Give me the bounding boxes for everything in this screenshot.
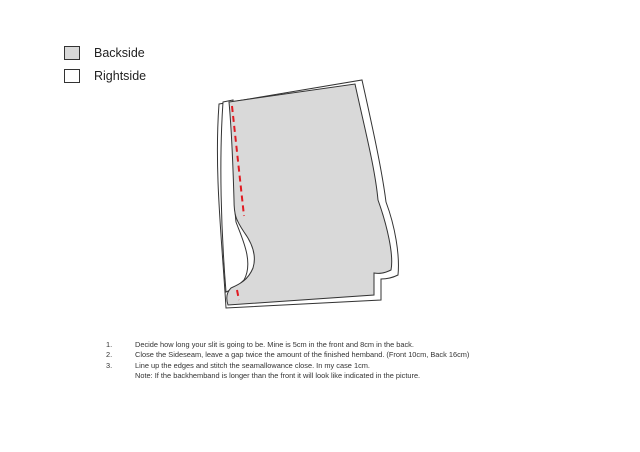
step-number: 3. [106,360,113,370]
instruction-note: Note: If the backhemband is longer than the front it will look like indicated in the picture. [135,370,421,380]
instructions [106,340,469,381]
instruction-step [106,340,469,350]
step-text: Decide how long your slit is going to be. Mine is 5cm in the front and 8cm in the back. [135,340,414,349]
step-text: Line up the edges and stitch the seamallowance close. In my case 1cm. [135,360,370,370]
legend-label-rightside: Rightside [94,69,147,83]
step-number: 1. [106,340,113,349]
step-number: 2. [106,350,113,360]
legend-label-backside: Backside [94,46,145,60]
instruction-step [106,350,469,360]
step-text: Close the Sideseam, leave a gap twice the amount of the finished hemband. (Front 10cm, Back 16cm) [135,350,470,360]
instruction-step [106,361,469,371]
